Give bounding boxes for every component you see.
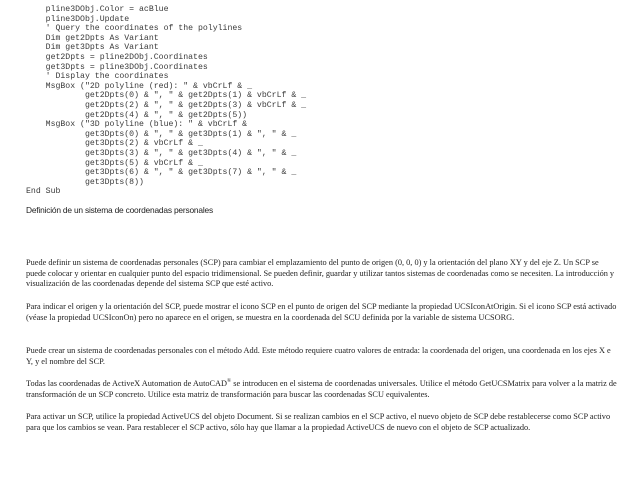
code-line: get3Dpts(3) & ", " & get3Dpts(4) & ", " & _ — [26, 148, 297, 158]
code-line: get3Dpts(0) & ", " & get3Dpts(1) & ", " & _ — [26, 129, 297, 139]
code-line: ' Query the coordinates of the polylines — [26, 24, 243, 34]
code-line: get2Dpts(0) & ", " & get2Dpts(1) & vbCrLf & _ — [26, 91, 307, 101]
paragraph-text: se introducen en el sistema de coordenadas universales. Utilice el método GetUCSMatrix para volver a la matriz de transformación de un SCP concreto. Utilice esta matriz de transformación para buscar las coordenadas SCU equivalentes. — [26, 379, 617, 399]
paragraph-text: Todas las coordenadas de ActiveX Automation de AutoCAD — [26, 379, 228, 388]
paragraph-ucs-matrix — [26, 379, 618, 400]
code-line: Dim get2Dpts As Variant — [26, 33, 159, 43]
paragraph-ucs-icon: Para indicar el origen y la orientación del SCP, puede mostrar el icono SCP en el punto de origen del SCP mediante la propiedad UCSIconAtOrigin. Si el icono SCP está activado (véase la propiedad UCSIconOn) pero no aparece en el origen, se muestra en la coordenada del SCU definida por la variable de sistema UCSORG. — [26, 302, 617, 322]
code-line: get3Dpts(2) & vbCrLf & _ — [26, 139, 203, 149]
paragraph-active-ucs: Para activar un SCP, utilice la propiedad ActiveUCS del objeto Document. Si se realizan cambios en el SCP activo, el nuevo objeto de SCP debe restablecerse como SCP activo para que los cambios se vean. Para restablecer el SCP activo, sólo hay que llamar a la propiedad ActiveUCS de nuevo con el objeto de SCP actualizado. — [26, 412, 611, 432]
code-line: get3Dpts(6) & ", " & get3Dpts(7) & ", " & _ — [26, 168, 297, 178]
code-line: get2Dpts(2) & ", " & get2Dpts(3) & vbCrLf & _ — [26, 100, 307, 110]
registered-mark: ® — [227, 378, 232, 385]
code-line: get2Dpts = pline2DObj.Coordinates — [26, 52, 208, 62]
section-heading: Definición de un sistema de coordenadas personales — [26, 205, 213, 215]
code-line: pline3DObj.Color = acBlue — [26, 5, 169, 14]
code-line: get2Dpts(4) & ", " & get2Dpts(5)) — [26, 110, 248, 120]
code-line: pline3DObj.Update — [26, 14, 130, 24]
code-line: get3Dpts(5) & vbCrLf & _ — [26, 158, 203, 168]
code-line: get3Dpts = pline3DObj.Coordinates — [26, 62, 208, 72]
code-line: get3Dpts(8)) — [26, 177, 144, 187]
code-line: MsgBox ("2D polyline (red): " & vbCrLf & _ — [26, 81, 253, 91]
code-line: MsgBox ("3D polyline (blue): " & vbCrLf & — [26, 120, 248, 130]
paragraph-ucs-definition: Puede definir un sistema de coordenadas personales (SCP) para cambiar el emplazamiento del punto de origen (0, 0, 0) y la orientación del plano XY y del eje Z. Un SCP se puede colocar y orientar en cualquier punto del espacio tridimensional. Se pueden definir, guardar y utilizar tantos sistemas de coordenadas como se necesiten. La introducción y visualización de las coordenadas depende del sistema SCP que esté activo. — [26, 258, 615, 289]
paragraph-ucs-add-method: Puede crear un sistema de coordenadas personales con el método Add. Este método requiere cuatro valores de entrada: la coordenada del origen, una coordenada en los ejes X e Y, y el nombre del SCP. — [26, 346, 611, 366]
code-listing — [26, 5, 306, 197]
code-line: ' Display the coordinates — [26, 72, 169, 82]
code-line: End Sub — [26, 187, 61, 197]
code-line: Dim get3Dpts As Variant — [26, 43, 159, 53]
